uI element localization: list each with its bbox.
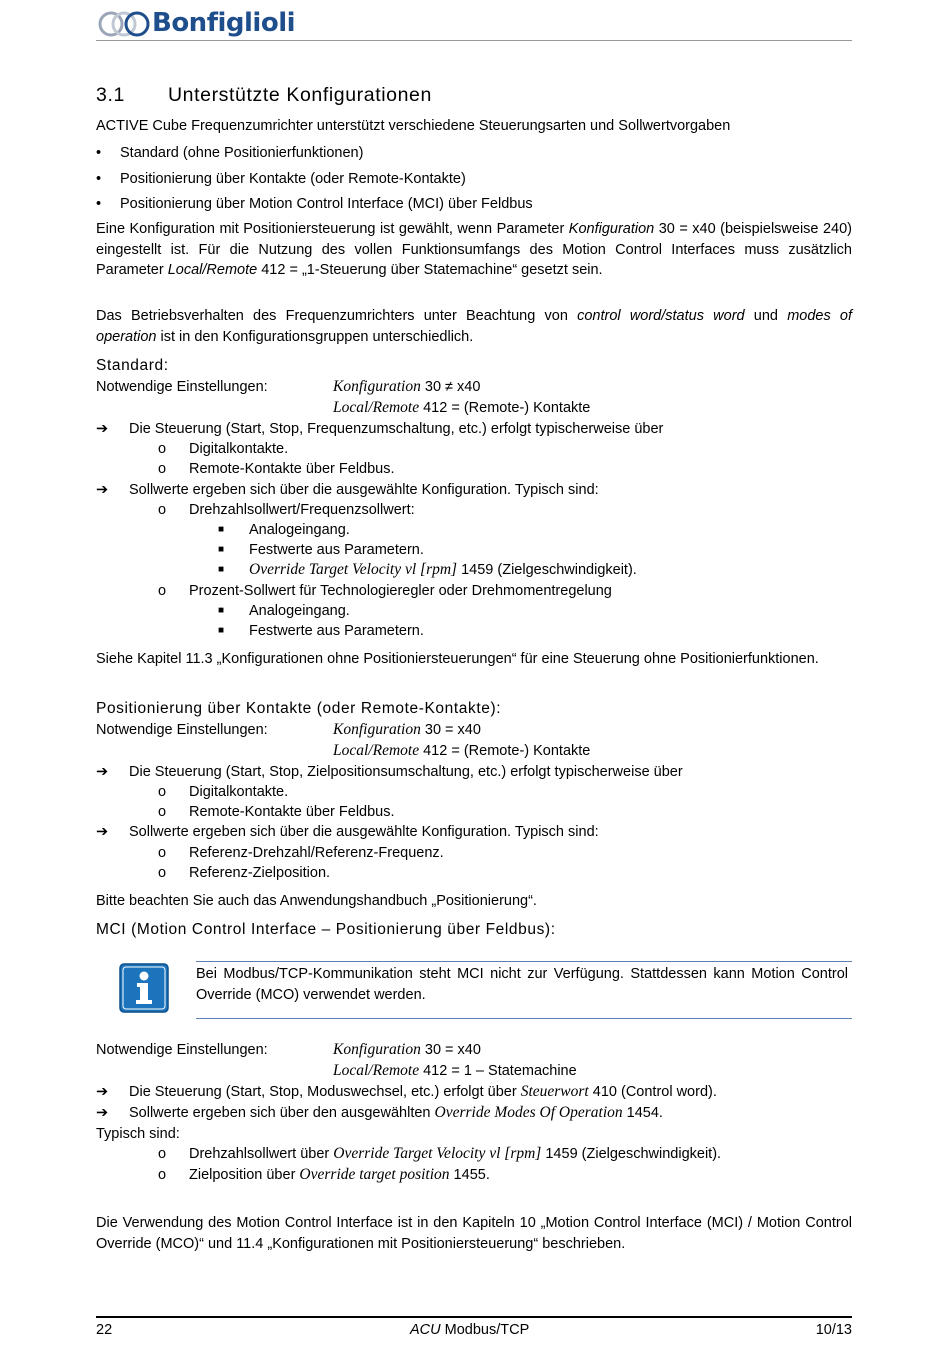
list-item: o Prozent-Sollwert für Technologieregler oder Drehmomentregelung — [158, 583, 612, 599]
list-item: o Digitalkontakte. — [158, 441, 289, 457]
setting-value: Konfiguration 30 = x40 — [333, 1041, 481, 1058]
setting-value: Konfiguration 30 ≠ x40 — [333, 378, 481, 395]
arrow-icon: ➔ — [96, 482, 109, 498]
arrow-icon: ➔ — [96, 824, 109, 840]
list-item: • Positionierung über Kontakte (oder Remote-Kontakte) — [96, 171, 466, 187]
section-title: Unterstützte Konfigurationen — [168, 84, 432, 106]
paragraph-note: Bitte beachten Sie auch das Anwendungshandbuch „Positionierung“. — [96, 893, 537, 909]
list-item: ■ Override Target Velocity vl [rpm] 1459 (Zielgeschwindigkeit). — [218, 561, 637, 578]
arrow-item: ➔ Sollwerte ergeben sich über den ausgewählten Override Modes Of Operation 1454. — [96, 1104, 663, 1121]
list-item: o Zielposition über Override target position 1455. — [158, 1166, 490, 1183]
arrow-icon: ➔ — [96, 764, 109, 780]
brand-logo — [98, 6, 295, 40]
list-item: • Positionierung über Motion Control Interface (MCI) über Feldbus — [96, 196, 533, 212]
arrow-icon: ➔ — [96, 1084, 109, 1100]
page-number: 22 — [96, 1322, 113, 1338]
list-item: ■ Festwerte aus Parametern. — [218, 623, 424, 639]
arrow-item: ➔ Die Steuerung (Start, Stop, Zielpositionsumschaltung, etc.) erfolgt typischerweise über — [96, 764, 683, 780]
settings-label: Notwendige Einstellungen: — [96, 722, 268, 738]
header-rule — [96, 40, 852, 41]
list-item: o Referenz-Drehzahl/Referenz-Frequenz. — [158, 845, 444, 861]
list-item: ■ Analogeingang. — [218, 522, 350, 538]
brand-name: Bonfiglioli — [152, 8, 296, 38]
document-date: 10/13 — [815, 1322, 852, 1338]
info-icon — [119, 963, 169, 1013]
list-item: ■ Festwerte aus Parametern. — [218, 542, 424, 558]
setting-value: Local/Remote 412 = (Remote-) Kontakte — [333, 399, 591, 416]
section-heading — [96, 84, 432, 107]
arrow-icon: ➔ — [96, 1105, 109, 1121]
footer-rule — [96, 1316, 852, 1318]
list-item: o Drehzahlsollwert/Frequenzsollwert: — [158, 502, 415, 518]
settings-label: Notwendige Einstellungen: — [96, 379, 268, 395]
list-item: ■ Analogeingang. — [218, 603, 350, 619]
subheading-mci: MCI (Motion Control Interface – Positionierung über Feldbus): — [96, 921, 556, 938]
arrow-item: ➔ Sollwerte ergeben sich über die ausgewählte Konfiguration. Typisch sind: — [96, 482, 599, 498]
section-number: 3.1 — [96, 84, 125, 106]
info-text: Bei Modbus/TCP-Kommunikation steht MCI nicht zur Verfügung. Stattdessen kann Motion Control Override (MCO) verwendet werden. — [196, 966, 848, 1003]
setting-value: Local/Remote 412 = (Remote-) Kontakte — [333, 742, 591, 759]
list-item: • Standard (ohne Positionierfunktionen) — [96, 145, 364, 161]
arrow-item: ➔ Die Steuerung (Start, Stop, Frequenzumschaltung, etc.) erfolgt typischerweise über — [96, 421, 664, 437]
subheading-standard: Standard: — [96, 357, 169, 374]
list-item: o Referenz-Zielposition. — [158, 865, 331, 881]
list-item: o Drehzahlsollwert über Override Target Velocity vl [rpm] 1459 (Zielgeschwindigkeit). — [158, 1145, 722, 1162]
bonfiglioli-logo-icon — [98, 8, 150, 38]
list-item: o Digitalkontakte. — [158, 784, 289, 800]
list-item: o Remote-Kontakte über Feldbus. — [158, 461, 395, 477]
paragraph-config: Eine Konfiguration mit Positioniersteuerung ist gewählt, wenn Parameter Konfiguration 30 = x40 (beispielsweise 240) eingestellt ist. Für die Nutzung des vollen Funktionsumfangs des Motion Control Interfaces muss zusätzlich Parameter Local/Remote 412 = „1-Steuerung über Statemachine“ gesetzt sein. — [96, 221, 852, 278]
info-box — [196, 961, 852, 1019]
typisch-label: Typisch sind: — [96, 1126, 180, 1142]
settings-label: Notwendige Einstellungen: — [96, 1042, 268, 1058]
subheading-positioning: Positionierung über Kontakte (oder Remote-Kontakte): — [96, 700, 502, 717]
arrow-icon: ➔ — [96, 421, 109, 437]
setting-value: Konfiguration 30 = x40 — [333, 721, 481, 738]
setting-value: Local/Remote 412 = 1 – Statemachine — [333, 1062, 577, 1079]
intro-text: ACTIVE Cube Frequenzumrichter unterstützt verschiedene Steuerungsarten und Sollwertvorgaben — [96, 118, 731, 134]
arrow-item: ➔ Die Steuerung (Start, Stop, Moduswechsel, etc.) erfolgt über Steuerwort 410 (Control word). — [96, 1083, 717, 1100]
list-item: o Remote-Kontakte über Feldbus. — [158, 804, 395, 820]
paragraph-behaviour: Das Betriebsverhalten des Frequenzumrichters unter Beachtung von control word/status word und modes of operation ist in den Konfigurationsgruppen unterschiedlich. — [96, 308, 852, 345]
document-name: ACU Modbus/TCP — [410, 1322, 530, 1338]
paragraph-see: Siehe Kapitel 11.3 „Konfigurationen ohne Positioniersteuerungen“ für eine Steuerung ohne Positionierfunktionen. — [96, 651, 819, 667]
paragraph-final: Die Verwendung des Motion Control Interface ist in den Kapiteln 10 „Motion Control Interface (MCI) / Motion Control Override (MCO)“ und 11.4 „Konfigurationen mit Positioniersteuerung“ beschrieben. — [96, 1215, 852, 1252]
arrow-item: ➔ Sollwerte ergeben sich über die ausgewählte Konfiguration. Typisch sind: — [96, 824, 599, 840]
